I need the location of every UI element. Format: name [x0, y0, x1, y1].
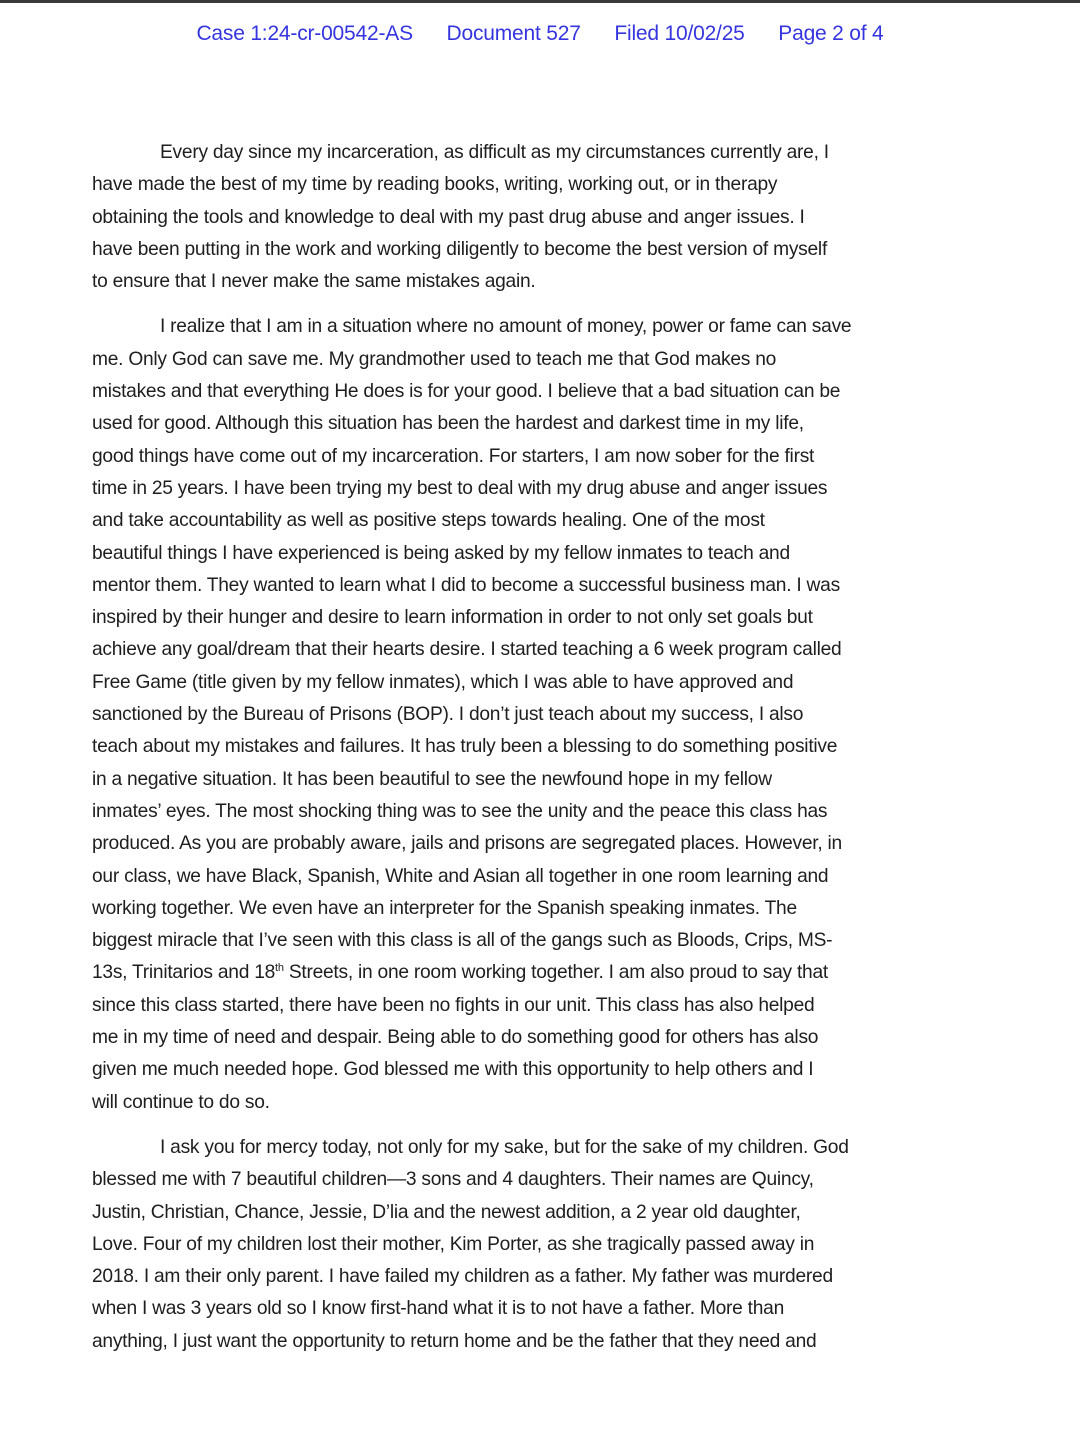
text-line: biggest miracle that I’ve seen with this class is all of the gangs such as Bloods, Crips, MS-	[92, 930, 833, 952]
case-number: Case 1:24-cr-00542-AS	[196, 22, 413, 45]
text-line: in a negative situation. It has been beautiful to see the newfound hope in my fellow	[92, 768, 772, 790]
text-line: mistakes and that everything He does is for your good. I believe that a bad situation can be	[92, 381, 841, 403]
page-number: Page 2 of 4	[778, 22, 884, 45]
text-line: good things have come out of my incarceration. For starters, I am now sober for the first	[92, 445, 815, 467]
text-line: mentor them. They wanted to learn what I did to become a successful business man. I was	[92, 574, 840, 596]
text-line: produced. As you are probably aware, jails and prisons are segregated places. However, in	[92, 833, 842, 855]
text-line: inspired by their hunger and desire to learn information in order to not only set goals but	[92, 607, 813, 629]
paragraph-1	[92, 137, 992, 298]
text-line: have made the best of my time by reading books, writing, working out, or in therapy	[92, 174, 778, 196]
text-line: used for good. Although this situation has been the hardest and darkest time in my life,	[92, 413, 804, 435]
text-line: time in 25 years. I have been trying my best to deal with my drug abuse and anger issues	[92, 477, 828, 499]
text-line: anything, I just want the opportunity to return home and be the father that they need and	[92, 1330, 817, 1352]
text-line: Free Game (title given by my fellow inmates), which I was able to have approved and	[92, 671, 794, 693]
text-line: 2018. I am their only parent. I have failed my children as a father. My father was murdered	[92, 1266, 833, 1288]
text-line: Every day since my incarceration, as difficult as my circumstances currently are, I	[160, 142, 829, 163]
text-line: Love. Four of my children lost their mother, Kim Porter, as she tragically passed away in	[92, 1233, 815, 1255]
text-line: achieve any goal/dream that their hearts desire. I started teaching a 6 week program called	[92, 639, 842, 661]
text-line: blessed me with 7 beautiful children—3 sons and 4 daughters. Their names are Quincy,	[92, 1169, 814, 1191]
letter-body	[92, 137, 992, 1371]
text-run: 13s, Trinitarios and 18	[92, 962, 276, 984]
text-line: beautiful things I have experienced is being asked by my fellow inmates to teach and	[92, 542, 790, 564]
text-line: to ensure that I never make the same mistakes again.	[92, 271, 536, 293]
text-run: Streets, in one room working together. I am also proud to say that	[283, 962, 828, 984]
text-line: sanctioned by the Bureau of Prisons (BOP). I don’t just teach about my success, I also	[92, 704, 804, 726]
text-line: teach about my mistakes and failures. It has truly been a blessing to do something positive	[92, 736, 838, 758]
filed-date: Filed 10/02/25	[614, 22, 745, 45]
paragraph-3	[92, 1132, 992, 1358]
text-line: will continue to do so.	[92, 1091, 270, 1113]
text-line: and take accountability as well as positive steps towards healing. One of the most	[92, 510, 765, 532]
paragraph-2	[92, 311, 992, 1118]
top-border	[0, 0, 1080, 3]
text-line	[92, 957, 992, 989]
text-line: our class, we have Black, Spanish, White and Asian all together in one room learning and	[92, 865, 829, 887]
text-line: Justin, Christian, Chance, Jessie, D’lia and the newest addition, a 2 year old daughter,	[92, 1201, 801, 1223]
text-line: I ask you for mercy today, not only for my sake, but for the sake of my children. God	[160, 1136, 849, 1158]
document-number: Document 527	[446, 22, 581, 45]
text-line: obtaining the tools and knowledge to deal with my past drug abuse and anger issues. I	[92, 206, 805, 228]
filing-header	[0, 22, 1080, 46]
text-line: inmates’ eyes. The most shocking thing was to see the unity and the peace this class has	[92, 800, 828, 822]
text-line: when I was 3 years old so I know first-hand what it is to not have a father. More than	[92, 1298, 785, 1320]
text-line: given me much needed hope. God blessed me with this opportunity to help others and I	[92, 1059, 814, 1081]
text-line: working together. We even have an interpreter for the Spanish speaking inmates. The	[92, 897, 797, 919]
text-line: have been putting in the work and working diligently to become the best version of myself	[92, 238, 828, 260]
text-line: me. Only God can save me. My grandmother used to teach me that God makes no	[92, 348, 777, 370]
text-line: since this class started, there have been no fights in our unit. This class has also helped	[92, 994, 815, 1016]
text-line: me in my time of need and despair. Being able to do something good for others has also	[92, 1027, 819, 1049]
ordinal-superscript: th	[275, 962, 284, 975]
text-line: I realize that I am in a situation where no amount of money, power or fame can save	[160, 316, 852, 338]
